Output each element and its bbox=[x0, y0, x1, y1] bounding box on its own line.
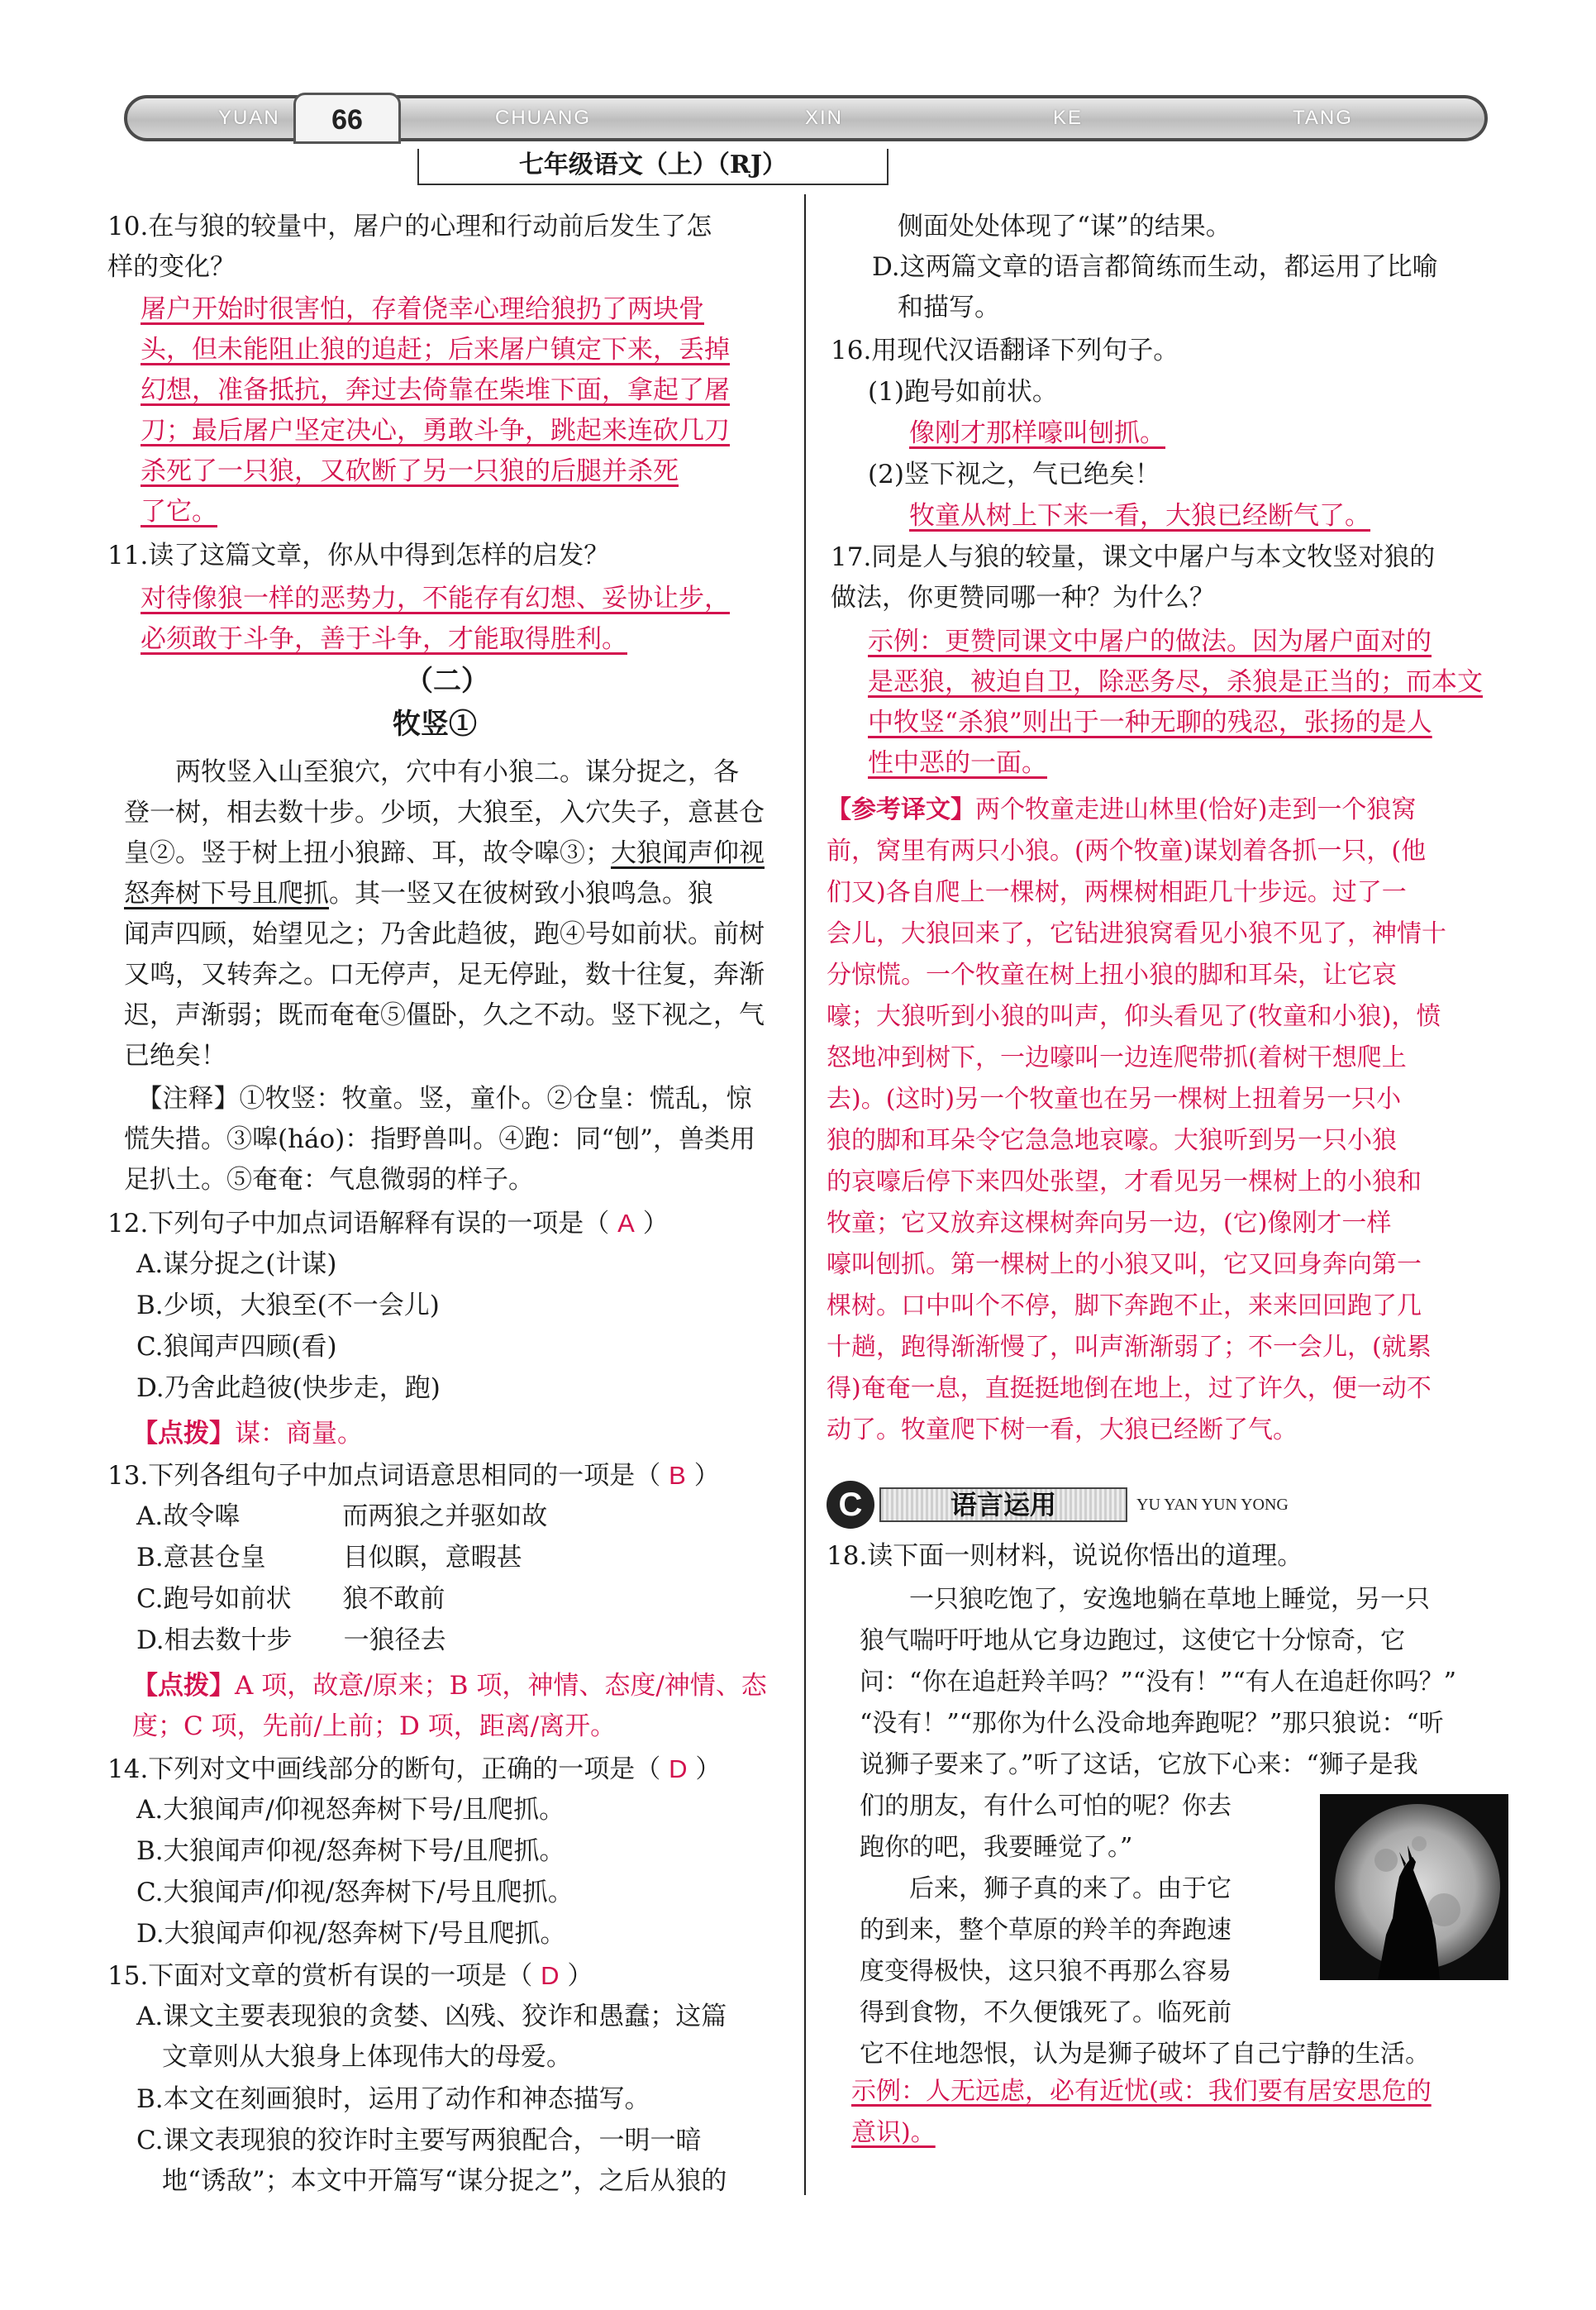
q13-answer: B bbox=[669, 1461, 686, 1490]
q11-answer: 对待像狼一样的恶势力，不能存有幻想、妥协让步， 必须敢于斗争，善于斗争，才能取得胜利。 bbox=[141, 584, 730, 654]
q15-continuation: 侧面处处体现了“谋”的结果。 D.这两篇文章的语言都简练而生动，都运用了比喻 和描写。 bbox=[872, 212, 1438, 322]
q16-answer-2: 牧童从树上下来一看，大狼已经断气了。 bbox=[909, 501, 1370, 531]
q12-option-a: A.谋分捉之(计谋) bbox=[136, 1249, 337, 1279]
header-seg-tang: TANG bbox=[1293, 107, 1353, 129]
article-underline-1: 大狼闻声仰视 bbox=[611, 838, 765, 868]
page-number: 66 bbox=[293, 93, 401, 144]
section-c-header bbox=[827, 1476, 1322, 1534]
q11-question: 11.读了这篇文章，你从中得到怎样的启发？ bbox=[107, 541, 610, 570]
q12-question bbox=[107, 1203, 793, 1244]
q15-stem: 15.下面对文章的赏析有误的一项是（ bbox=[107, 1961, 533, 1991]
section-c-badge: C bbox=[827, 1481, 874, 1529]
q13-stem-end: ） bbox=[693, 1461, 720, 1491]
header-seg-chuang: CHUANG bbox=[495, 107, 592, 129]
article-title: 牧竖① bbox=[393, 708, 477, 741]
q12-tip-text: 谋：商量。 bbox=[235, 1419, 363, 1449]
q14-option-d: D.大狼闻声仰视/怒奔树下/号且爬抓。 bbox=[136, 1919, 566, 1949]
wolf-moon-image bbox=[1320, 1794, 1508, 1980]
q14-stem: 14.下列对文中画线部分的断句，正确的一项是（ bbox=[107, 1754, 661, 1784]
column-divider bbox=[804, 194, 806, 2195]
header-seg-xin: XIN bbox=[805, 107, 844, 129]
q12-option-d: D.乃舍此趋彼(快步走，跑) bbox=[136, 1373, 441, 1403]
section-c-pinyin: YU YAN YUN YONG bbox=[1136, 1496, 1289, 1514]
q10-answer: 屠户开始时很害怕，存着侥幸心理给狼扔了两块骨 头，但未能阻止狼的追赶；后来屠户镇定下来，丢掉 幻想，准备抵抗，奔过去倚靠在柴堆下面，拿起了屠 刀；最后屠户坚定决心，勇敢斗争，跳起来连砍几刀 杀死了一只狼，又砍断了另一只狼的后腿并杀死 了它。 bbox=[141, 294, 730, 527]
q17-answer: 示例：更赞同课文中屠户的做法。因为屠户面对的 是恶狼，被迫自卫，除恶务尽，杀狼是正当的；而本文 中牧竖“杀狼”则出于一种无聊的残忍，张扬的是人 性中恶的一面。 bbox=[868, 627, 1483, 778]
q12-tip-label: 【点拨】 bbox=[132, 1419, 235, 1449]
wolf-moon-illustration bbox=[1320, 1794, 1508, 1980]
part-two-heading: （二） bbox=[405, 665, 489, 698]
q12-stem-end: ） bbox=[642, 1209, 669, 1239]
q12-option-b: B.少顷，大狼至(不一会儿) bbox=[136, 1291, 440, 1320]
q14-option-a: A.大狼闻声/仰视怒奔树下号/且爬抓。 bbox=[136, 1795, 565, 1825]
q18-answer: 示例：人无远虑，必有近忧(或：我们要有居安思危的 意识)。 bbox=[851, 2077, 1432, 2147]
q15-option-c: C.课文表现狼的狡诈时主要写两狼配合，一明一暗 地“诱敌”；本文中开篇写“谋分捉之”，之后从狼的 bbox=[136, 2126, 727, 2196]
q13-tip bbox=[132, 1666, 793, 1747]
q12-option-c: C.狼闻声四顾(看) bbox=[136, 1332, 337, 1362]
q15-answer: D bbox=[541, 1961, 560, 1990]
q13-option-a: A.故令嗥 而两狼之并驱如故 bbox=[136, 1501, 548, 1531]
q16-question: 16.用现代汉语翻译下列句子。 bbox=[831, 336, 1179, 365]
article-underline-2: 怒奔树下号且爬抓 bbox=[124, 879, 329, 909]
translation-label: 【参考译文】 bbox=[827, 795, 975, 824]
q13-tip-label: 【点拨】 bbox=[132, 1671, 235, 1701]
article-text bbox=[124, 752, 793, 1076]
q18-question: 18.读下面一则材料，说说你悟出的道理。 bbox=[827, 1541, 1303, 1571]
q15-question bbox=[107, 1955, 793, 1997]
q18-story: 一只狼吃饱了，安逸地躺在草地上睡觉，另一只 狼气喘吁吁地从它身边跑过，这使它十分惊奇，它 问：“你在追赶羚羊吗？”“没有！”“有人在追赶你吗？” “没有！”“那你为什么没命地奔跑呢？”那只狼说：“听 说狮子要来了。”听了这话，它放下心来：“狮子是我 们的朋友，有什么可怕的呢？你去 跑你的吧，我要睡觉了。” 后来，狮子真的来了。由于它 的到来，整个草原的羚羊的奔跑速 度变得极快，这只狼不再那么容易 得到食物，不久便饿死了。临死前 它不住地怨恨，认为是狮子破坏了自己宁静的生活。 bbox=[860, 1585, 1457, 2069]
translation-text: 两个牧童走进山林里(恰好)走到一个狼窝 前，窝里有两只小狼。(两个牧童)谋划着各抓一只，(他 们又)各自爬上一棵树，两棵树相距几十步远。过了一 会儿，大狼回来了，它钻进狼窝看见小狼不见了，神情十 分惊慌。一个牧童在树上扭小狼的脚和耳朵，让它哀 嚎；大狼听到小狼的叫声，仰头看见了(牧童和小狼)，愤 怒地冲到树下，一边嚎叫一边连爬带抓(着树干想爬上 去)。(这时)另一个牧童也在另一棵树上扭着另一只小 狼的脚和耳朵令它急急地哀嚎。大狼听到另一只小狼 的哀嚎后停下来四处张望，才看见另一棵树上的小狼和 牧童；它又放弃这棵树奔向另一边，(它)像刚才一样 嚎叫刨抓。第一棵树上的小狼又叫，它又回身奔向第一 棵树。口中叫个不停，脚下奔跑不止，来来回回跑了几 十趟，跑得渐渐慢了，叫声渐渐弱了；不一会儿，(就累 得)奄奄一息，直挺挺地倒在地上，过了许久，便一动不 动了。牧童爬下树一看，大狼已经断了气。 bbox=[827, 795, 1446, 1444]
page-subtitle: 七年级语文（上）（RJ） bbox=[417, 149, 889, 185]
q14-question bbox=[107, 1749, 793, 1790]
q14-option-b: B.大狼闻声仰视/怒奔树下号/且爬抓。 bbox=[136, 1836, 565, 1866]
q15-option-b: B.本文在刻画狼时，运用了动作和神态描写。 bbox=[136, 2084, 650, 2114]
q10-question: 10.在与狼的较量中，屠户的心理和行动前后发生了怎 样的变化？ bbox=[107, 212, 712, 282]
q12-tip bbox=[132, 1414, 793, 1454]
q13-tip-text: A 项，故意/原来；B 项，神情、态度/神情、态 度；C 项，先前/上前；D 项，距离/离开。 bbox=[132, 1671, 767, 1741]
notes: 【注释】①牧竖：牧童。竖，童仆。②仓皇：慌乱，惊 慌失措。③嗥(háo)：指野兽叫。④跑：同“刨”，兽类用 足扒土。⑤奄奄：气息微弱的样子。 bbox=[124, 1084, 755, 1195]
q12-stem: 12.下列句子中加点词语解释有误的一项是（ bbox=[107, 1209, 610, 1239]
q15-stem-end: ） bbox=[567, 1961, 593, 1991]
q13-option-c: C.跑号如前状 狼不敢前 bbox=[136, 1584, 445, 1614]
q16-sentence-2: (2)竖下视之，气已绝矣！ bbox=[868, 460, 1160, 489]
q17-question: 17.同是人与狼的较量，课文中屠户与本文牧竖对狼的 做法，你更赞同哪一种？为什么？ bbox=[831, 542, 1436, 613]
q16-sentence-1: (1)跑号如前状。 bbox=[868, 377, 1058, 407]
q14-answer: D bbox=[669, 1754, 688, 1783]
q13-stem: 13.下列各组句子中加点词语意思相同的一项是（ bbox=[107, 1461, 661, 1491]
q13-option-d: D.相去数十步 一狼径去 bbox=[136, 1625, 446, 1655]
q12-answer: A bbox=[617, 1209, 635, 1238]
header-seg-ke: KE bbox=[1053, 107, 1084, 129]
q13-option-b: B.意甚仓皇 目似瞑，意暇甚 bbox=[136, 1543, 522, 1573]
article-p1: 两牧竖入山至狼穴，穴中有小狼二。谋分捉之，各 登一树，相去数十步。少顷，大狼至，入穴失子，意甚仓 皇②。竖于树上扭小狼蹄、耳，故令嗥③； bbox=[124, 757, 765, 868]
header-seg-yuan: YUAN bbox=[218, 107, 280, 129]
q14-option-c: C.大狼闻声/仰视/怒奔树下/号且爬抓。 bbox=[136, 1878, 574, 1907]
article-p3: 。其一竖又在彼树致小狼鸣急。狼 闻声四顾，始望见之；乃舍此趋彼，跑④号如前状。前树 又鸣，又转奔之。口无停声，足无停趾，数十往复，奔渐 迟，声渐弱；既而奄奄⑤僵卧，久之不动。竖下视之，气 已绝矣！ bbox=[124, 879, 765, 1071]
q14-stem-end: ） bbox=[695, 1754, 722, 1784]
q15-option-a: A.课文主要表现狼的贪婪、凶残、狡诈和愚蠢；这篇 文章则从大狼身上体现伟大的母爱。 bbox=[136, 2002, 727, 2072]
reference-translation bbox=[827, 790, 1554, 1451]
q16-answer-1: 像刚才那样嚎叫刨抓。 bbox=[909, 418, 1165, 448]
q13-question bbox=[107, 1455, 793, 1496]
section-c-title: 语言运用 bbox=[879, 1487, 1127, 1522]
